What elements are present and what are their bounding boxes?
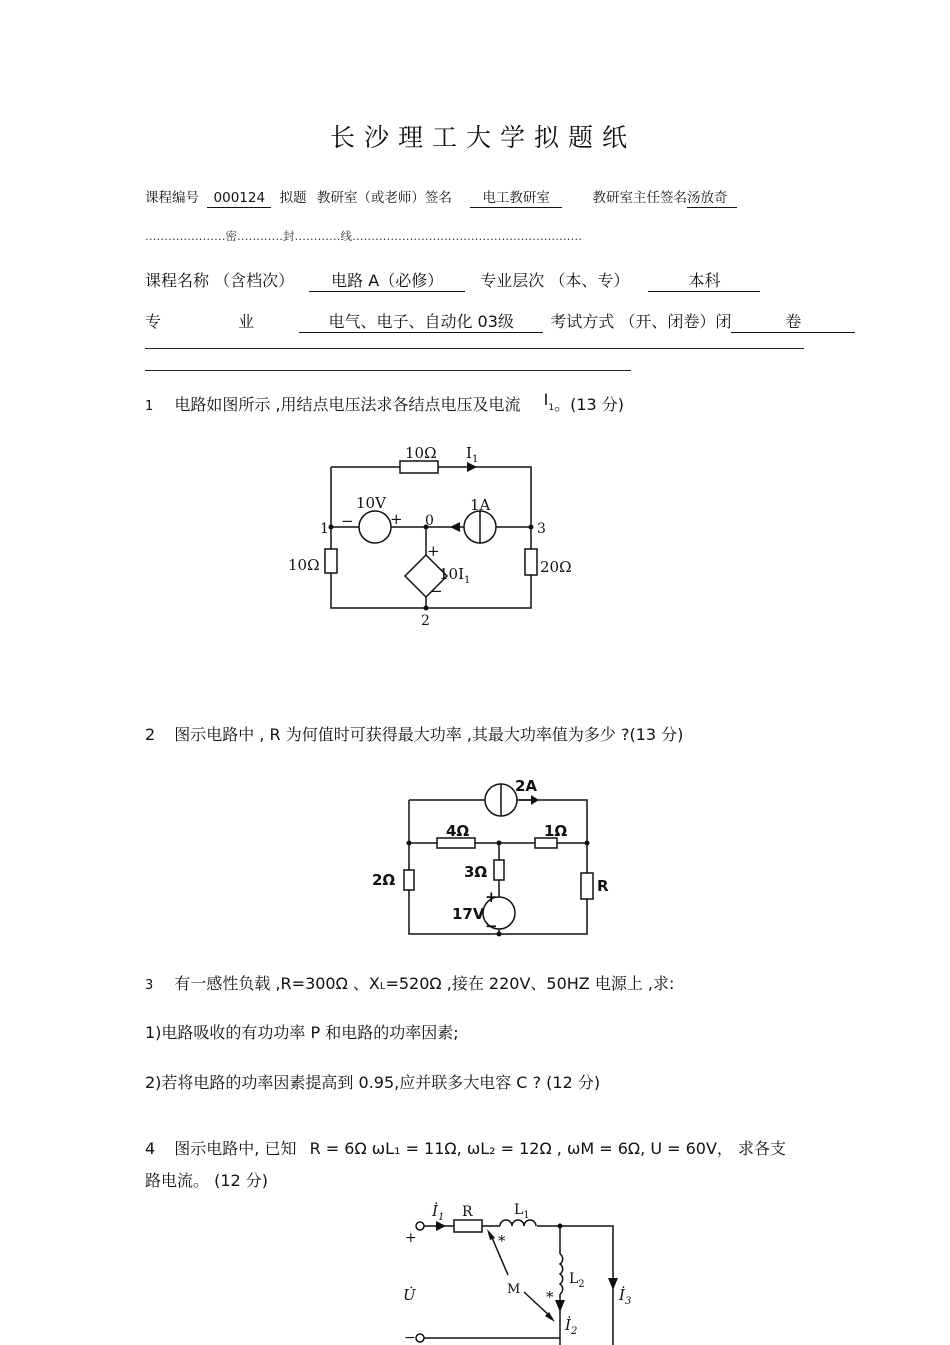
question-3	[145, 971, 674, 994]
fig1-current-source: 1A	[470, 496, 491, 514]
q3-part-2: 2)若将电路的功率因素提高到 0.95,应并联多大电容 C ? (12 分)	[145, 1073, 601, 1092]
course-name-value: 电路 A（必修）	[309, 271, 465, 292]
fig2-vs-minus: −	[485, 917, 498, 935]
q3-part-1: 1)电路吸收的有功功率 P 和电路的功率因素;	[145, 1023, 459, 1042]
director-sign-value: 汤放奇	[687, 190, 737, 208]
q1-subscript: 1	[548, 403, 555, 413]
question-1	[145, 392, 624, 415]
fig3-u-label: U̇	[403, 1286, 416, 1304]
q1-text: 电路如图所示 ,用结点电压法求各结点电压及电流	[174, 395, 521, 414]
fig2-vs-plus: +	[485, 888, 498, 906]
fig2-r3: 3Ω	[464, 863, 488, 881]
fig3-plus: +	[405, 1230, 417, 1246]
q4-text-b: ， 求各支	[716, 1139, 787, 1158]
fig1-node-0: 0	[425, 513, 434, 529]
director-sign-label: 教研室主任签名	[592, 190, 687, 206]
q3-subscript: L	[379, 981, 386, 992]
fig3-resistor-label: R	[462, 1204, 473, 1220]
fig1-i1-label: $I_1$	[466, 444, 479, 465]
fig2-r4: 4Ω	[446, 822, 470, 840]
major-value: 电气、电子、自动化 03级	[299, 312, 543, 333]
header-row	[145, 186, 737, 208]
fig3-l1-dot: *	[498, 1232, 506, 1250]
fig2-r2: 2Ω	[372, 871, 396, 889]
fig3-l2-dot: *	[546, 1288, 554, 1306]
fig3-minus: −	[404, 1330, 416, 1345]
seal-line: …………………密…………封…………线……………………………………………………	[145, 229, 582, 243]
fig1-r-right: 20Ω	[540, 558, 572, 576]
exam-value: 卷	[731, 312, 855, 333]
fig1-dep-minus: −	[430, 582, 443, 600]
fig3-l1-label: $L_1$	[514, 1202, 530, 1221]
q4-number: 4	[145, 1139, 156, 1158]
fig1-node-1: 1	[320, 521, 329, 537]
fig2-current-source: 2A	[515, 777, 538, 795]
fig1-voltage-source: 10V	[356, 494, 386, 512]
fig3-i1-label: $İ_1$	[432, 1202, 445, 1223]
fig1-r-top: 10Ω	[405, 444, 437, 462]
q2-text: 图示电路中 , R 为何值时可获得最大功率 ,其最大功率值为多少 ?(13 分)	[174, 725, 684, 744]
q1-number: 1	[145, 399, 154, 414]
fig2-r1: 1Ω	[544, 822, 568, 840]
setter-label: 拟题	[279, 190, 307, 206]
fig1-node-2: 2	[421, 613, 430, 629]
q4-text-a: 图示电路中, 已知	[174, 1139, 297, 1158]
major-label: 专 业	[145, 312, 291, 331]
major-row	[145, 309, 855, 333]
fig2-load-r: R	[597, 877, 609, 895]
exam-label: 考试方式 （开、闭卷）闭	[550, 312, 732, 331]
level-label: 专业层次 （本、专）	[480, 271, 630, 290]
q2-number: 2	[145, 725, 156, 744]
q3-number: 3	[145, 978, 154, 993]
course-name-row	[145, 268, 760, 292]
fig2-voltage-source: 17V	[452, 905, 485, 923]
fig1-r-left: 10Ω	[288, 556, 320, 574]
fig1-dependent-source: $10I_1$	[439, 565, 471, 586]
dept-sign-value: 电工教研室	[470, 190, 562, 208]
level-value: 本科	[648, 271, 760, 292]
question-2	[145, 722, 683, 745]
fig3-i2-label: $İ_2$	[565, 1316, 578, 1337]
course-name-label: 课程名称 （含档次）	[145, 271, 295, 290]
q1-symbol: I	[543, 390, 549, 409]
page-title: 长沙理工大学拟题纸	[330, 123, 637, 152]
q4-line-2: 路电流。 (12 分)	[145, 1171, 269, 1190]
fig1-node-3: 3	[537, 521, 546, 537]
figure-3-circuit	[395, 1190, 645, 1345]
course-code-value: 000124	[207, 190, 271, 208]
q3-text-a: 有一感性负载 ,R=300Ω 、X	[174, 974, 380, 993]
fig1-vs-plus: +	[390, 510, 403, 528]
fig1-dep-plus: +	[427, 542, 440, 560]
fig3-mutual-label: M	[507, 1282, 521, 1297]
fig3-i3-label: $İ_3$	[619, 1286, 632, 1307]
figure-1-circuit	[280, 438, 600, 638]
course-code-label: 课程编号	[145, 190, 199, 206]
q1-tail: 。(13 分)	[554, 395, 625, 414]
fig3-l2-label: $L_2$	[569, 1271, 585, 1290]
fig1-vs-minus: −	[341, 512, 354, 530]
dept-sign-label: 教研室（或老师）签名	[316, 190, 452, 206]
question-4	[145, 1136, 786, 1159]
q3-text-b: =520Ω ,接在 220V、50HZ 电源上 ,求:	[385, 974, 675, 993]
divider-short	[145, 370, 631, 371]
divider-long	[145, 348, 804, 349]
figure-2-circuit	[360, 770, 630, 945]
q4-formula: R = 6Ω ωL₁ = 11Ω, ωL₂ = 12Ω , ωM = 6Ω, U = 60V	[309, 1139, 717, 1158]
